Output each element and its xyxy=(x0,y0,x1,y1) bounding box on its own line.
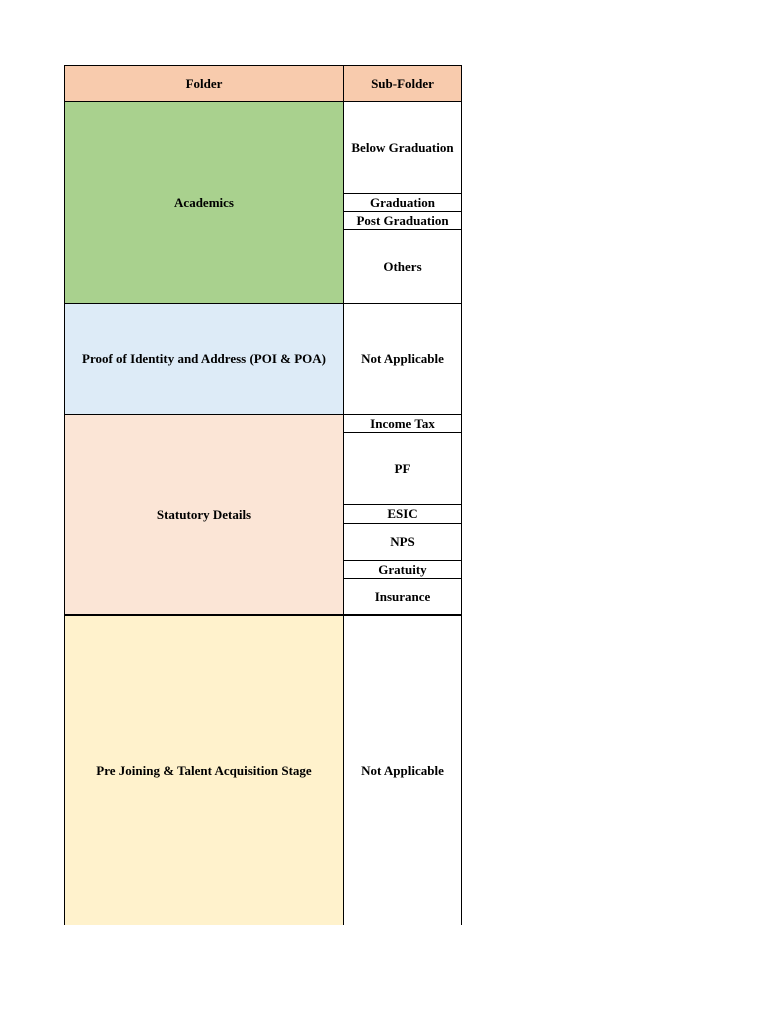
sub-folder-label: Not Applicable xyxy=(361,351,444,366)
sub-folder-label: Graduation xyxy=(369,194,435,210)
header-folder xyxy=(64,65,343,102)
sub-folder-below-graduation xyxy=(343,102,462,194)
sub-folder-label: Not Applicable xyxy=(361,762,444,778)
sub-folder-not-applicable xyxy=(343,616,462,925)
header-sub-folder-label: Sub-Folder xyxy=(371,75,434,91)
folder-label: Academics xyxy=(174,194,234,210)
folder-academics xyxy=(64,102,343,304)
sub-folder-label: Gratuity xyxy=(378,561,427,577)
folder-proof-of-identity xyxy=(64,304,343,415)
sub-folder-pf xyxy=(343,433,462,505)
sub-folder-insurance xyxy=(343,579,462,616)
sub-folder-label: PF xyxy=(394,460,411,476)
sub-folder-others xyxy=(343,230,462,304)
sub-folder-label: Income Tax xyxy=(370,415,435,431)
folder-statutory-details xyxy=(64,415,343,616)
sub-folder-label: ESIC xyxy=(387,506,418,521)
sub-folder-income-tax xyxy=(343,415,462,433)
header-sub-folder xyxy=(343,65,462,102)
folder-label: Pre Joining & Talent Acquisition Stage xyxy=(96,762,312,778)
folder-table xyxy=(64,65,462,925)
folder-pre-joining xyxy=(64,616,343,925)
sub-folder-not-applicable xyxy=(343,304,462,415)
folder-label: Proof of Identity and Address (POI & POA) xyxy=(82,351,326,366)
sub-folder-label: Insurance xyxy=(374,588,431,604)
sub-folder-label: Post Graduation xyxy=(356,212,449,228)
sub-folder-nps xyxy=(343,524,462,561)
sub-folder-graduation xyxy=(343,194,462,212)
sub-folder-label: NPS xyxy=(390,534,415,549)
sub-folder-post-graduation xyxy=(343,212,462,230)
header-folder-label: Folder xyxy=(185,75,223,91)
folder-label: Statutory Details xyxy=(156,506,252,522)
sub-folder-label: Others xyxy=(383,258,422,274)
sub-folder-esic xyxy=(343,505,462,524)
sub-folder-gratuity xyxy=(343,561,462,579)
sub-folder-label: Below Graduation xyxy=(351,139,454,155)
